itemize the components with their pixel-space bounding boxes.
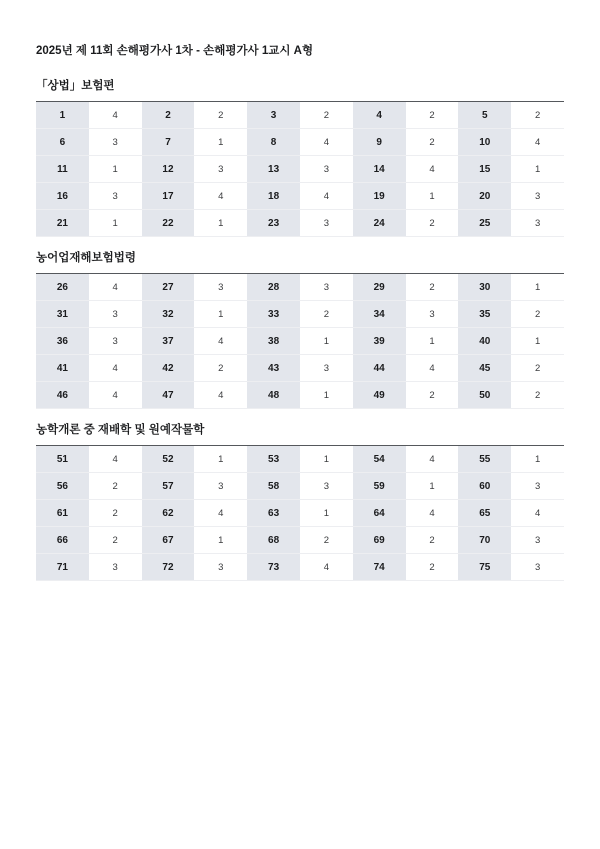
- answer-value-cell: 2: [429, 109, 435, 121]
- answer-value-cell: 3: [323, 480, 330, 492]
- question-number-cell: 16: [36, 183, 89, 210]
- answer-value-cell: 3: [218, 163, 224, 175]
- answer-value-cell: 1: [534, 281, 541, 293]
- answer-value-cell: 3: [534, 534, 541, 546]
- answer-value-cell: 4: [323, 561, 330, 573]
- answer-value-cell: 4: [323, 190, 330, 202]
- answer-value-cell: 2: [429, 534, 435, 546]
- question-number-cell: 60: [458, 473, 511, 500]
- question-number-cell: 17: [142, 183, 195, 210]
- question-number-cell: 69: [353, 527, 406, 554]
- answer-value-cell: 1: [218, 308, 224, 320]
- answer-value-cell: 2: [112, 534, 118, 546]
- section-heading: 농어업재해보험법령: [36, 252, 136, 264]
- answer-value-cell: 1: [429, 480, 435, 492]
- question-number-cell: 10: [458, 129, 511, 156]
- answer-row: [36, 473, 564, 500]
- answer-table: [36, 273, 564, 409]
- question-number-cell: 74: [353, 554, 406, 581]
- answer-value-cell: 3: [323, 281, 330, 293]
- answer-value-cell: 4: [534, 136, 541, 148]
- answer-row: [36, 210, 564, 237]
- question-number-cell: 62: [142, 500, 195, 527]
- question-number-cell: 49: [353, 382, 406, 409]
- answer-value-cell: 2: [429, 561, 435, 573]
- question-number-cell: 70: [458, 527, 511, 554]
- answer-value-cell: 2: [534, 109, 541, 121]
- answer-value-cell: 4: [429, 507, 435, 519]
- question-number-cell: 68: [247, 527, 300, 554]
- question-number-cell: 41: [36, 355, 89, 382]
- question-number-cell: 19: [353, 183, 406, 210]
- question-number-cell: 47: [142, 382, 195, 409]
- question-number-cell: 4: [353, 102, 406, 129]
- question-number-cell: 5: [458, 102, 511, 129]
- answer-value-cell: 1: [112, 163, 118, 175]
- answer-section: [36, 79, 564, 237]
- answer-row: [36, 554, 564, 581]
- answer-value-cell: 2: [218, 109, 224, 121]
- answer-value-cell: 2: [429, 389, 435, 401]
- question-number-cell: 25: [458, 210, 511, 237]
- question-number-cell: 6: [36, 129, 89, 156]
- answer-row: [36, 183, 564, 210]
- question-number-cell: 75: [458, 554, 511, 581]
- question-number-cell: 50: [458, 382, 511, 409]
- sections-container: [36, 79, 564, 581]
- answer-value-cell: 1: [218, 534, 224, 546]
- answer-value-cell: 2: [218, 362, 224, 374]
- answer-value-cell: 2: [429, 217, 435, 229]
- question-number-cell: 9: [353, 129, 406, 156]
- answer-value-cell: 1: [218, 217, 224, 229]
- question-number-cell: 32: [142, 301, 195, 328]
- answer-value-cell: 3: [112, 190, 118, 202]
- answer-value-cell: 2: [323, 534, 330, 546]
- page-title: 2025년 제 11회 손해평가사 1차 - 손해평가사 1교시 A형: [36, 45, 314, 57]
- answer-value-cell: 3: [218, 561, 224, 573]
- question-number-cell: 59: [353, 473, 406, 500]
- question-number-cell: 42: [142, 355, 195, 382]
- question-number-cell: 63: [247, 500, 300, 527]
- answer-section: [36, 423, 564, 581]
- question-number-cell: 36: [36, 328, 89, 355]
- question-number-cell: 30: [458, 274, 511, 301]
- answer-value-cell: 4: [323, 136, 330, 148]
- question-number-cell: 57: [142, 473, 195, 500]
- answer-value-cell: 2: [112, 480, 118, 492]
- answer-value-cell: 3: [112, 561, 118, 573]
- answer-row: [36, 129, 564, 156]
- answer-row: [36, 527, 564, 554]
- question-number-cell: 61: [36, 500, 89, 527]
- question-number-cell: 2: [142, 102, 195, 129]
- answer-row: [36, 500, 564, 527]
- answer-value-cell: 4: [429, 163, 435, 175]
- answer-value-cell: 2: [534, 389, 541, 401]
- answer-value-cell: 1: [323, 507, 330, 519]
- question-number-cell: 54: [353, 446, 406, 473]
- question-number-cell: 72: [142, 554, 195, 581]
- question-number-cell: 7: [142, 129, 195, 156]
- question-number-cell: 13: [247, 156, 300, 183]
- question-number-cell: 11: [36, 156, 89, 183]
- answer-table: [36, 101, 564, 237]
- question-number-cell: 65: [458, 500, 511, 527]
- question-number-cell: 46: [36, 382, 89, 409]
- answer-value-cell: 1: [323, 389, 330, 401]
- answer-value-cell: 1: [429, 335, 435, 347]
- answer-value-cell: 1: [323, 453, 330, 465]
- answer-value-cell: 3: [534, 480, 541, 492]
- answer-value-cell: 1: [534, 335, 541, 347]
- question-number-cell: 22: [142, 210, 195, 237]
- question-number-cell: 12: [142, 156, 195, 183]
- section-heading: 「상법」보험편: [36, 80, 115, 92]
- answer-value-cell: 1: [218, 453, 224, 465]
- question-number-cell: 53: [247, 446, 300, 473]
- question-number-cell: 73: [247, 554, 300, 581]
- question-number-cell: 48: [247, 382, 300, 409]
- answer-value-cell: 3: [218, 281, 224, 293]
- answer-value-cell: 3: [534, 190, 541, 202]
- answer-value-cell: 3: [323, 163, 330, 175]
- answer-table: [36, 445, 564, 581]
- question-number-cell: 40: [458, 328, 511, 355]
- section-heading: 농학개론 중 재배학 및 원예작물학: [36, 424, 205, 436]
- question-number-cell: 38: [247, 328, 300, 355]
- answer-value-cell: 3: [112, 335, 118, 347]
- answer-row: [36, 328, 564, 355]
- question-number-cell: 45: [458, 355, 511, 382]
- question-number-cell: 52: [142, 446, 195, 473]
- answer-value-cell: 4: [112, 109, 118, 121]
- answer-value-cell: 4: [534, 507, 541, 519]
- answer-value-cell: 1: [534, 453, 541, 465]
- question-number-cell: 26: [36, 274, 89, 301]
- answer-value-cell: 4: [112, 453, 118, 465]
- question-number-cell: 8: [247, 129, 300, 156]
- answer-value-cell: 3: [218, 480, 224, 492]
- question-number-cell: 43: [247, 355, 300, 382]
- answer-value-cell: 3: [429, 308, 435, 320]
- answer-value-cell: 3: [323, 362, 330, 374]
- question-number-cell: 24: [353, 210, 406, 237]
- answer-row: [36, 355, 564, 382]
- question-number-cell: 66: [36, 527, 89, 554]
- question-number-cell: 27: [142, 274, 195, 301]
- question-number-cell: 29: [353, 274, 406, 301]
- question-number-cell: 51: [36, 446, 89, 473]
- question-number-cell: 18: [247, 183, 300, 210]
- answer-row: [36, 102, 564, 129]
- question-number-cell: 35: [458, 301, 511, 328]
- answer-value-cell: 4: [112, 281, 118, 293]
- question-number-cell: 55: [458, 446, 511, 473]
- answer-row: [36, 446, 564, 473]
- answer-value-cell: 1: [323, 335, 330, 347]
- question-number-cell: 58: [247, 473, 300, 500]
- answer-value-cell: 4: [218, 335, 224, 347]
- answer-value-cell: 1: [112, 217, 118, 229]
- answer-value-cell: 2: [323, 109, 330, 121]
- answer-value-cell: 1: [218, 136, 224, 148]
- answer-row: [36, 301, 564, 328]
- answer-value-cell: 1: [534, 163, 541, 175]
- answer-value-cell: 3: [534, 561, 541, 573]
- question-number-cell: 33: [247, 301, 300, 328]
- question-number-cell: 15: [458, 156, 511, 183]
- answer-value-cell: 4: [218, 190, 224, 202]
- question-number-cell: 21: [36, 210, 89, 237]
- question-number-cell: 20: [458, 183, 511, 210]
- answer-value-cell: 4: [429, 362, 435, 374]
- answer-row: [36, 382, 564, 409]
- question-number-cell: 39: [353, 328, 406, 355]
- question-number-cell: 1: [36, 102, 89, 129]
- question-number-cell: 37: [142, 328, 195, 355]
- question-number-cell: 31: [36, 301, 89, 328]
- answer-value-cell: 2: [534, 308, 541, 320]
- answer-value-cell: 2: [429, 136, 435, 148]
- question-number-cell: 28: [247, 274, 300, 301]
- answer-value-cell: 4: [112, 362, 118, 374]
- answer-value-cell: 3: [534, 217, 541, 229]
- question-number-cell: 3: [247, 102, 300, 129]
- question-number-cell: 64: [353, 500, 406, 527]
- question-number-cell: 14: [353, 156, 406, 183]
- question-number-cell: 71: [36, 554, 89, 581]
- question-number-cell: 67: [142, 527, 195, 554]
- answer-value-cell: 2: [534, 362, 541, 374]
- answer-value-cell: 3: [323, 217, 330, 229]
- answer-row: [36, 274, 564, 301]
- answer-section: [36, 251, 564, 409]
- answer-value-cell: 2: [112, 507, 118, 519]
- answer-value-cell: 3: [112, 136, 118, 148]
- question-number-cell: 34: [353, 301, 406, 328]
- answer-row: [36, 156, 564, 183]
- question-number-cell: 23: [247, 210, 300, 237]
- answer-value-cell: 1: [429, 190, 435, 202]
- answer-value-cell: 4: [429, 453, 435, 465]
- answer-value-cell: 4: [218, 507, 224, 519]
- answer-value-cell: 2: [429, 281, 435, 293]
- answer-value-cell: 2: [323, 308, 330, 320]
- question-number-cell: 44: [353, 355, 406, 382]
- answer-value-cell: 3: [112, 308, 118, 320]
- question-number-cell: 56: [36, 473, 89, 500]
- answer-value-cell: 4: [112, 389, 118, 401]
- answer-value-cell: 4: [218, 389, 224, 401]
